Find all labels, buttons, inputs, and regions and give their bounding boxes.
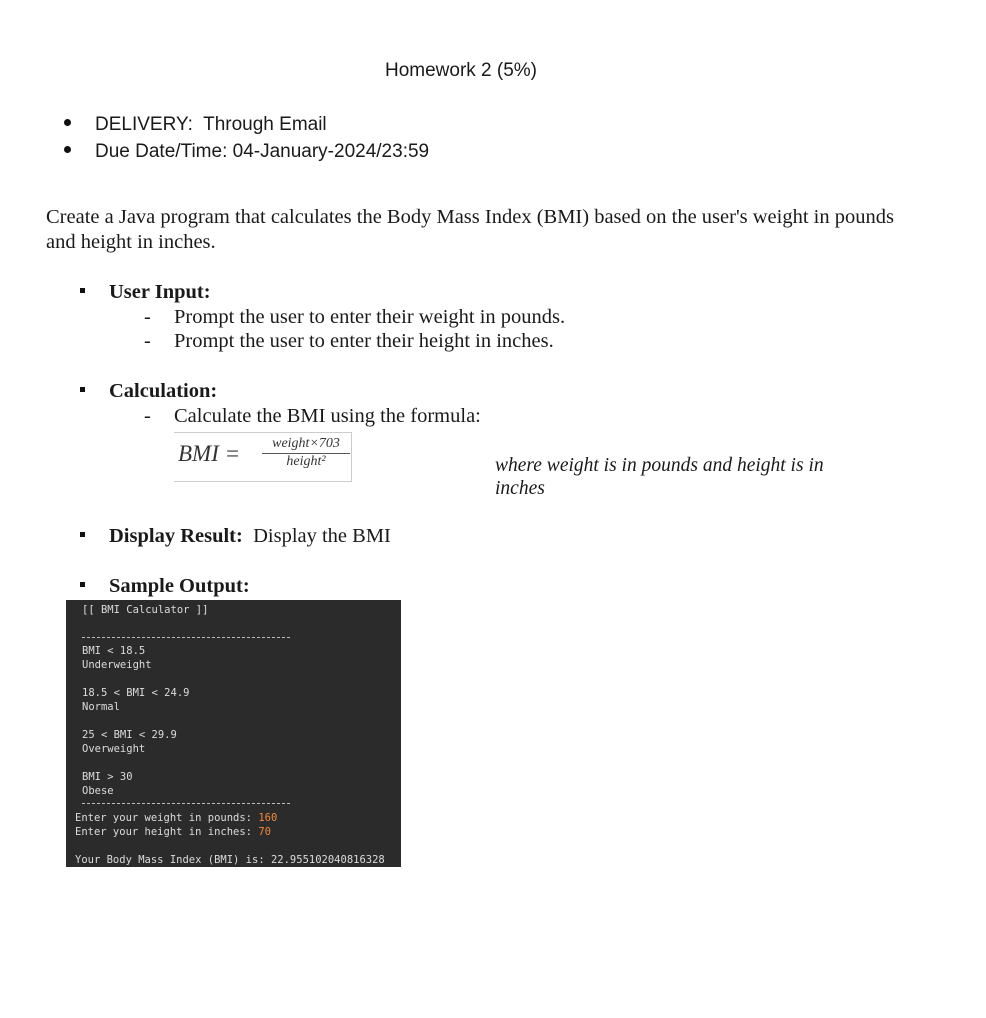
user-input-heading: User Input: (80, 281, 211, 304)
square-bullet-icon (80, 532, 85, 537)
bmi-label: Obese (82, 785, 114, 797)
bmi-result: Your Body Mass Index (BMI) is: 22.955102040816328 (75, 854, 385, 866)
display-result-text: Display the BMI (253, 525, 391, 547)
delivery-item (64, 114, 327, 136)
formula-lhs: BMI = (178, 441, 241, 466)
formula-denominator: height² (286, 454, 326, 469)
formula-fraction (262, 436, 350, 470)
display-result-heading: Display Result: (109, 525, 243, 547)
bmi-range: 25 < BMI < 29.9 (82, 729, 177, 741)
bullet-icon (64, 146, 71, 153)
bmi-range: BMI > 30 (82, 771, 133, 783)
calculation-heading: Calculation: (80, 380, 217, 403)
page-title: Homework 2 (5%) (384, 60, 538, 81)
bmi-range: BMI < 18.5 (82, 645, 146, 657)
due-date-item (64, 141, 429, 163)
list-item: - Calculate the BMI using the formula: (144, 405, 481, 427)
height-prompt-line: Enter your height in inches: 70 (75, 826, 271, 838)
formula-numerator: weight×703 (262, 436, 350, 454)
height-input-value: 70 (258, 826, 271, 838)
due-date-value: 04-January-2024/23:59 (232, 141, 430, 162)
bmi-label: Underweight (82, 659, 152, 671)
bmi-label: Normal (82, 701, 120, 713)
due-date-label: Due Date/Time: (95, 141, 228, 162)
bullet-icon (64, 119, 71, 126)
square-bullet-icon (80, 387, 85, 392)
display-result-item (80, 525, 391, 548)
bmi-range: 18.5 < BMI < 24.9 (82, 687, 190, 699)
terminal-separator (82, 637, 290, 638)
square-bullet-icon (80, 288, 85, 293)
intro-paragraph: Create a Java program that calculates the Body Mass Index (BMI) based on the user's weight in pounds and height in inches. (46, 206, 894, 253)
terminal-separator (82, 803, 290, 804)
delivery-value: Through Email (203, 114, 327, 135)
list-item: - Prompt the user to enter their height in inches. (144, 330, 554, 352)
weight-input-value: 160 (258, 812, 278, 824)
list-item: - Prompt the user to enter their weight in pounds. (144, 306, 566, 328)
square-bullet-icon (80, 582, 85, 587)
formula-note: where weight is in pounds and height is in inches (495, 455, 824, 499)
sample-output-heading: Sample Output: (80, 575, 250, 598)
terminal-output (66, 600, 401, 867)
delivery-label: DELIVERY: (95, 114, 193, 135)
bmi-label: Overweight (82, 743, 146, 755)
terminal-header: [[ BMI Calculator ]] (82, 604, 209, 616)
weight-prompt-line: Enter your weight in pounds: 160 (75, 812, 278, 824)
bmi-formula (174, 432, 352, 482)
